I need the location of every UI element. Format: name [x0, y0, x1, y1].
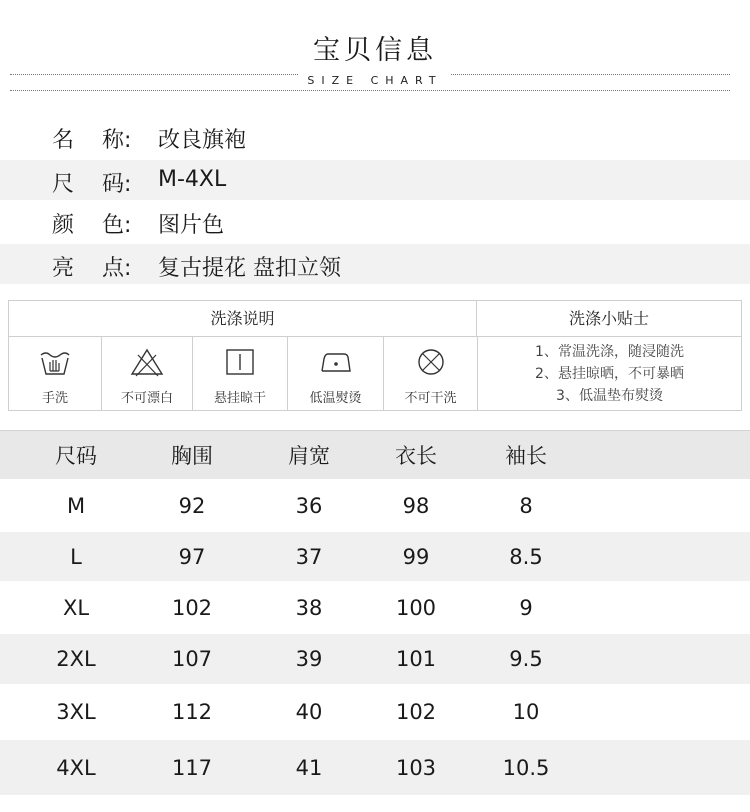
table-cell: 3XL [56, 700, 96, 724]
table-row [0, 532, 750, 581]
care-symbol-label: 低温熨烫 [309, 391, 362, 406]
table-cell: 101 [395, 647, 437, 671]
table-cell: 100 [395, 595, 437, 620]
table-row [0, 479, 750, 532]
care-symbol-low-iron [288, 337, 384, 410]
info-label: 亮 点: [52, 256, 132, 281]
no-dry-clean-icon [413, 347, 449, 377]
care-symbol-label: 悬挂晾干 [213, 391, 266, 406]
info-value: 改良旗袍 [158, 128, 247, 153]
table-row [0, 581, 750, 634]
care-instructions-title: 洗涤说明 [9, 301, 477, 337]
table-cell: M [66, 493, 86, 518]
table-cell: 37 [295, 544, 323, 569]
table-cell: 38 [295, 595, 323, 620]
info-row-highlight [0, 244, 750, 284]
hand-wash-icon [37, 347, 73, 377]
table-cell: 10 [512, 700, 540, 724]
table-cell: XL [62, 595, 90, 620]
page-title: 宝贝信息 [313, 35, 437, 66]
info-row-color [0, 201, 750, 241]
table-cell: 9 [519, 595, 533, 620]
care-symbol-hand-wash [9, 337, 102, 410]
page-subtitle [0, 74, 750, 87]
info-label: 名 称: [52, 128, 132, 153]
care-symbol-label: 手洗 [41, 391, 68, 406]
table-cell: 112 [171, 700, 213, 724]
care-tip: 3、低温垫布熨烫 [556, 388, 663, 404]
care-tip: 2、悬挂晾晒，不可暴晒 [535, 366, 684, 382]
table-cell: 39 [295, 647, 323, 671]
info-value: M-4XL [158, 167, 227, 192]
table-cell: 36 [295, 493, 323, 518]
care-symbol-hang-dry [193, 337, 288, 410]
info-label: 尺 码: [52, 172, 132, 197]
table-cell: 9.5 [509, 647, 543, 671]
table-cell: 97 [178, 544, 206, 569]
table-cell: 2XL [56, 647, 96, 671]
column-header: 胸围 [171, 444, 213, 468]
no-bleach-icon [129, 347, 165, 377]
column-header: 尺码 [55, 444, 97, 468]
table-cell: 102 [395, 700, 437, 724]
table-cell: 8 [519, 493, 533, 518]
table-row [0, 634, 750, 684]
table-row [0, 684, 750, 740]
table-cell: 92 [178, 493, 206, 518]
info-row-size [0, 160, 750, 200]
table-cell: 107 [171, 647, 213, 671]
table-cell: 98 [402, 493, 430, 518]
table-cell: 8.5 [509, 544, 543, 569]
table-cell: L [70, 544, 82, 569]
table-cell: 117 [171, 755, 213, 780]
divider-bottom [10, 90, 730, 91]
info-row-name [0, 116, 750, 156]
care-tips [477, 337, 741, 410]
care-tip: 1、常温洗涤，随浸随洗 [535, 344, 684, 360]
care-symbol-no-bleach [102, 337, 193, 410]
subtitle-text: SIZE CHART [299, 74, 450, 87]
column-header: 肩宽 [288, 444, 330, 468]
table-cell: 4XL [56, 755, 96, 780]
low-iron-icon [318, 347, 354, 377]
care-symbol-label: 不可干洗 [404, 391, 457, 406]
table-row [0, 740, 750, 795]
column-header: 袖长 [505, 444, 547, 468]
info-label: 颜 色: [52, 213, 132, 238]
info-value: 复古提花 盘扣立领 [158, 256, 341, 281]
table-cell: 102 [171, 595, 213, 620]
size-table-header [0, 430, 750, 479]
table-cell: 41 [295, 755, 323, 780]
table-cell: 99 [402, 544, 430, 569]
info-value: 图片色 [158, 213, 225, 238]
column-header: 衣长 [395, 444, 437, 468]
table-cell: 10.5 [502, 755, 550, 780]
care-tips-title: 洗涤小贴士 [477, 301, 741, 337]
table-cell: 40 [295, 700, 323, 724]
care-symbol-label: 不可漂白 [120, 391, 173, 406]
care-table [8, 300, 742, 411]
care-symbol-no-dry-clean [384, 337, 477, 410]
table-cell: 103 [395, 755, 437, 780]
hang-dry-icon [222, 347, 258, 377]
